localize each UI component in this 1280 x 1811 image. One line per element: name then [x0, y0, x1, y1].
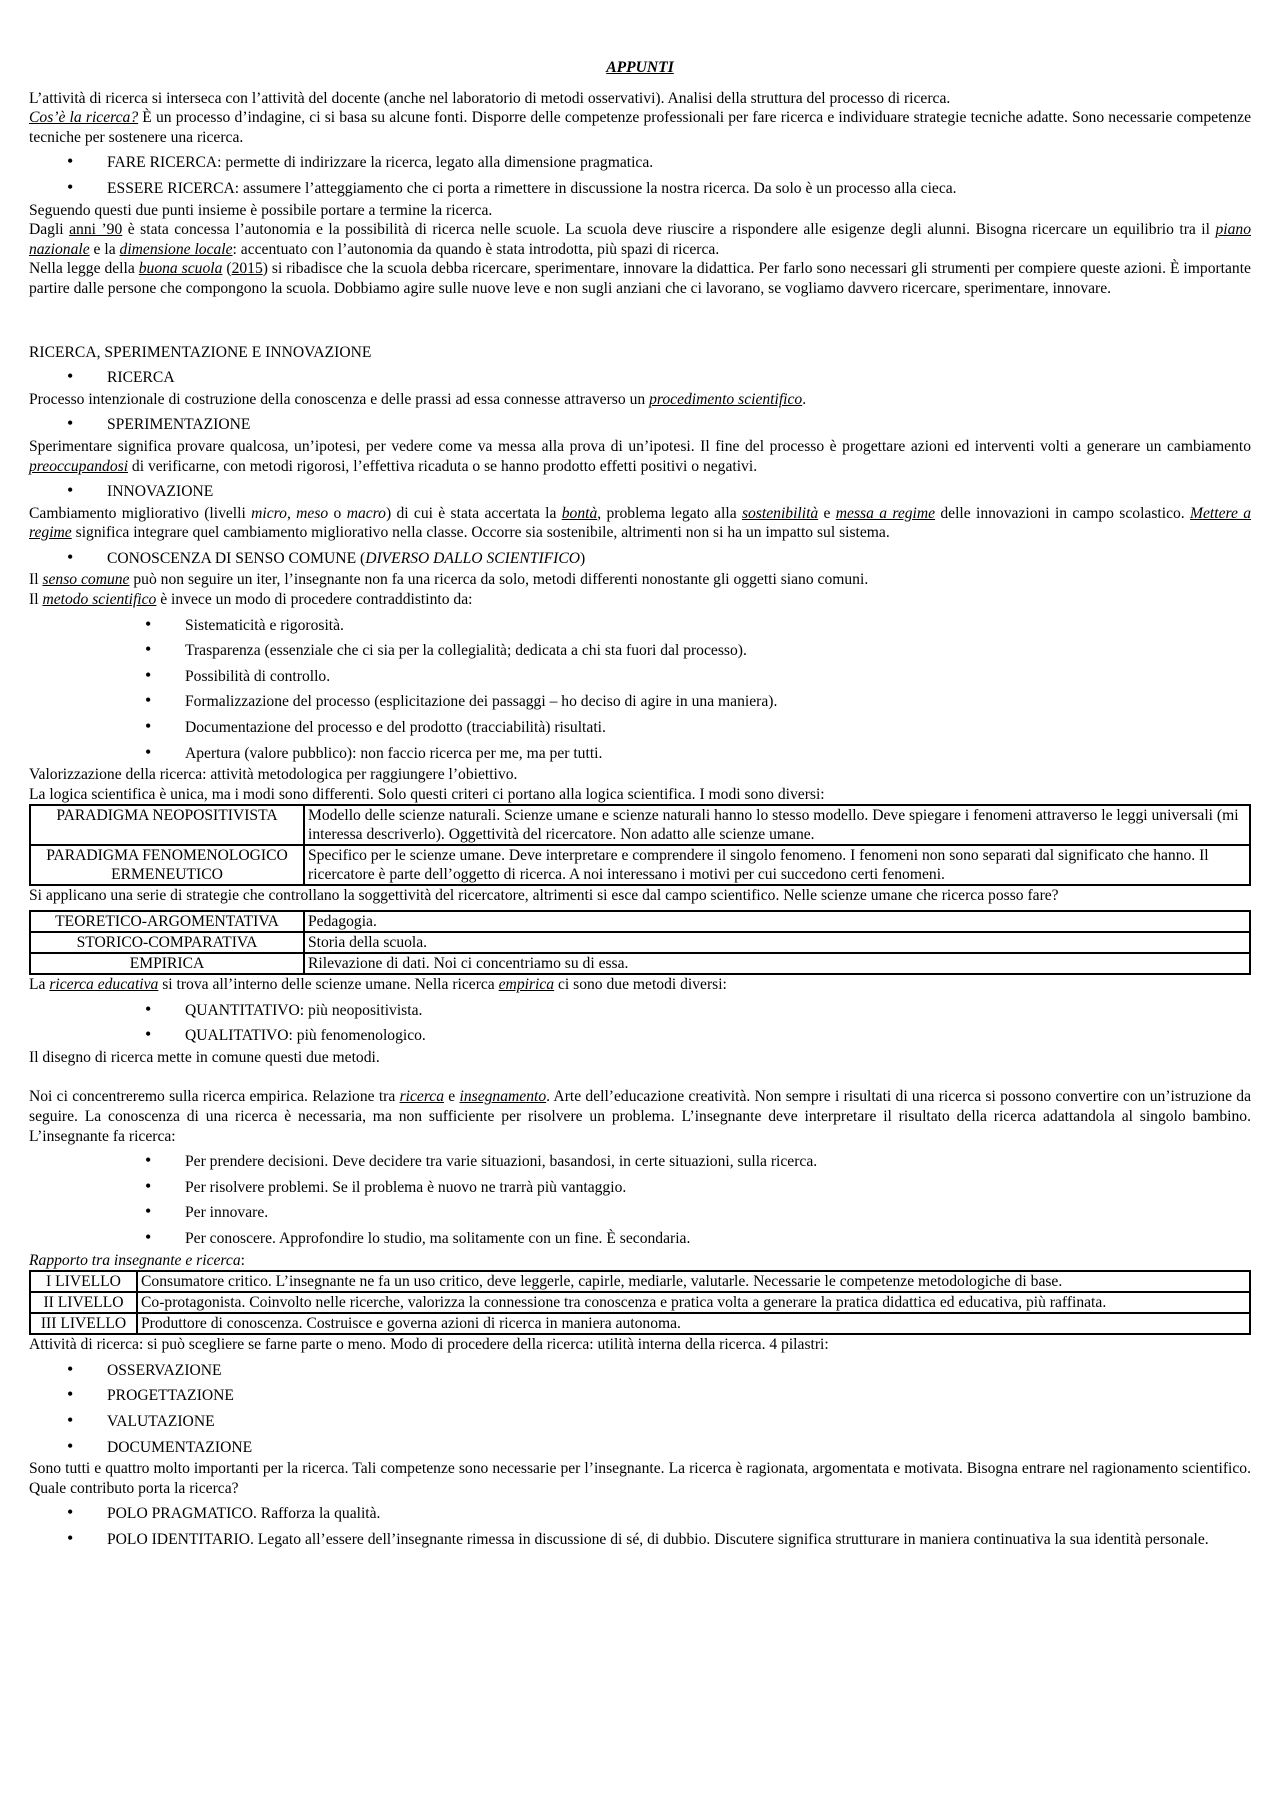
table-cell: I LIVELLO [30, 1271, 137, 1292]
table-cell: Consumatore critico. L’insegnante ne fa un uso critico, deve leggerle, capirle, mediarle, valutarle. Necessarie le competenze metodologiche di base. [137, 1271, 1250, 1292]
table-cell: TEORETICO-ARGOMENTATIVA [30, 911, 304, 932]
list-item: • PROGETTAZIONE [29, 1386, 1251, 1406]
table-cell: EMPIRICA [30, 953, 304, 974]
bullet-list [29, 153, 1251, 198]
list-item: • Per innovare. [29, 1203, 1251, 1223]
table-row [30, 911, 1250, 932]
table-row [30, 845, 1250, 885]
bullet-list [29, 1361, 1251, 1457]
paragraph: Sono tutti e quattro molto importanti per la ricerca. Tali competenze sono necessarie per l’insegnante. La ricerca è ragionata, argomentata e motivata. Bisogna entrare nel ragionamento scientifico. Quale contributo porta la ricerca? [29, 1460, 1251, 1497]
list-item: • Sistematicità e rigorosità. [29, 616, 1251, 636]
list-item: • INNOVAZIONE [29, 482, 1251, 502]
list-item: • Per prendere decisioni. Deve decidere tra varie situazioni, basandosi, in certe situazioni, sulla ricerca. [29, 1152, 1251, 1172]
list-item: • SPERIMENTAZIONE [29, 415, 1251, 435]
table-cell: PARADIGMA NEOPOSITIVISTA [30, 805, 304, 845]
table-cell: STORICO-COMPARATIVA [30, 932, 304, 953]
list-item: • QUANTITATIVO: più neopositivista. [29, 1001, 1251, 1021]
list-item: • Apertura (valore pubblico): non faccio ricerca per me, ma per tutti. [29, 744, 1251, 764]
paragraph: La logica scientifica è unica, ma i modi sono differenti. Solo questi criteri ci portano alla logica scientifica. I modi sono diversi: [29, 785, 825, 803]
list-item: • Per risolvere problemi. Se il problema è nuovo ne trarrà più vantaggio. [29, 1178, 1251, 1198]
paragraph: Rapporto tra insegnante e ricerca: [29, 1251, 245, 1269]
table-row [30, 932, 1250, 953]
paragraph: Il disegno di ricerca mette in comune questi due metodi. [29, 1048, 380, 1066]
strategy-table [29, 910, 1251, 975]
bullet-list [29, 1001, 1251, 1046]
table-row [30, 1292, 1250, 1313]
table-cell: PARADIGMA FENOMENOLOGICO ERMENEUTICO [30, 845, 304, 885]
paragraph: Valorizzazione della ricerca: attività metodologica per raggiungere l’obiettivo. [29, 766, 518, 784]
paragraph: Si applicano una serie di strategie che controllano la soggettività del ricercatore, altrimenti si esce dal campo scientifico. Nelle scienze umane che ricerca posso fare? [29, 887, 1059, 905]
list-item: • DOCUMENTAZIONE [29, 1438, 1251, 1458]
list-item: • POLO IDENTITARIO. Legato all’essere dell’insegnante rimessa in discussione di sé, di dubbio. Discutere significa strutturare in maniera continuativa la sua identità personale. [29, 1530, 1251, 1550]
paragraph: Il senso comune può non seguire un iter, l’insegnante non fa una ricerca da solo, metodi differenti nonostante gli oggetti siano comuni. [29, 571, 869, 589]
table-cell: Specifico per le scienze umane. Deve interpretare e comprendere il singolo fenomeno. I fenomeni non sono separati dal significato che hanno. Il ricercatore è parte dell’oggetto di ricerca. A noi interessano i motivi per cui succedono certi fenomeni. [304, 845, 1250, 885]
paragraph: Il metodo scientifico è invece un modo di procedere contraddistinto da: [29, 591, 473, 609]
paragraph: Processo intenzionale di costruzione della conoscenza e delle prassi ad essa connesse attraverso un procedimento scientifico. [29, 390, 807, 408]
bullet-list [29, 1152, 1251, 1248]
table-row [30, 805, 1250, 845]
table-row [30, 953, 1250, 974]
table-row [30, 1271, 1250, 1292]
list-item: • Formalizzazione del processo (esplicitazione dei passaggi – ho deciso di agire in una maniera). [29, 692, 1251, 712]
table-cell: Produttore di conoscenza. Costruisce e governa azioni di ricerca in maniera autonoma. [137, 1313, 1250, 1334]
table-cell: Rilevazione di dati. Noi ci concentriamo su di essa. [304, 953, 1250, 974]
levels-table [29, 1270, 1251, 1335]
page-title: APPUNTI [606, 59, 674, 76]
table-cell: III LIVELLO [30, 1313, 137, 1334]
paragraph: Seguendo questi due punti insieme è possibile portare a termine la ricerca. [29, 201, 493, 219]
list-item: • RICERCA [29, 368, 1251, 388]
bullet-list [29, 616, 1251, 764]
list-item: • POLO PRAGMATICO. Rafforza la qualità. [29, 1504, 1251, 1524]
list-item: • VALUTAZIONE [29, 1412, 1251, 1432]
section-heading: RICERCA, SPERIMENTAZIONE E INNOVAZIONE [29, 343, 372, 361]
list-item: • QUALITATIVO: più fenomenologico. [29, 1026, 1251, 1046]
table-cell: Pedagogia. [304, 911, 1250, 932]
list-item: • Per conoscere. Approfondire lo studio, ma solitamente con un fine. È secondaria. [29, 1229, 1251, 1249]
list-item: • OSSERVAZIONE [29, 1361, 1251, 1381]
paragraph: Nella legge della buona scuola (2015) si ribadisce che la scuola debba ricercare, sperimentare, innovare la didattica. Per farlo sono necessari gli strumenti per compiere queste azioni. È importante partire dalle persone che compongono la scuola. Dobbiamo agire sulle nuove leve e non sugli anziani che ci lavorano, se vogliamo davvero ricercare, sperimentare, innovare. [29, 260, 1251, 297]
list-item: • FARE RICERCA: permette di indirizzare la ricerca, legato alla dimensione pragmatica. [29, 153, 1251, 173]
paragraph: La ricerca educativa si trova all’interno delle scienze umane. Nella ricerca empirica ci sono due metodi diversi: [29, 976, 727, 993]
table-cell: Co-protagonista. Coinvolto nelle ricerche, valorizza la connessione tra conoscenza e pratica volta a generare la pratica didattica ed educativa, più raffinata. [137, 1292, 1250, 1313]
table-cell: Storia della scuola. [304, 932, 1250, 953]
table-cell: II LIVELLO [30, 1292, 137, 1313]
table-cell: Modello delle scienze naturali. Scienze umane e scienze naturali hanno lo stesso modello. Deve spiegare i fenomeni attraverso le leggi universali (mi interessa descriverlo). Oggettività del ricercatore. Non adatto alle scienze umane. [304, 805, 1250, 845]
list-item: • CONOSCENZA DI SENSO COMUNE (DIVERSO DALLO SCIENTIFICO) [29, 549, 1251, 569]
paragraph: Cos’è la ricerca? È un processo d’indagine, ci si basa su alcune fonti. Disporre delle competenze professionali per fare ricerca e individuare strategie tecniche adatte. Sono necessarie competenze tecniche per sostenere una ricerca. [29, 109, 1251, 146]
paragraph: Noi ci concentreremo sulla ricerca empirica. Relazione tra ricerca e insegnamento. Arte dell’educazione creatività. Non sempre i risultati di una ricerca si possono convertire con un’istruzione da seguire. La conoscenza di una ricerca è necessaria, ma non sufficiente per risolvere un problema. L’insegnante deve interpretare il risultato della ricerca adattandola al singolo bambino. L’insegnante fa ricerca: [29, 1088, 1251, 1145]
list-item: • Possibilità di controllo. [29, 667, 1251, 687]
paragraph: Dagli anni ’90 è stata concessa l’autonomia e la possibilità di ricerca nelle scuole. La scuola deve riuscire a rispondere alle esigenze degli alunni. Bisogna ricercare un equilibrio tra il piano nazionale e la dimensione locale: accentuato con l’autonomia da quando è stata introdotta, più spazi di ricerca. [29, 221, 1251, 258]
table-row [30, 1313, 1250, 1334]
paragraph: Attività di ricerca: si può scegliere se farne parte o meno. Modo di procedere della ricerca: utilità interna della ricerca. 4 pilastri: [29, 1336, 829, 1354]
paradigm-table [29, 804, 1251, 886]
paragraph: Sperimentare significa provare qualcosa, un’ipotesi, per vedere come va messa alla prova di un’ipotesi. Il fine del processo è progettare azioni ed interventi volti a generare un cambiamento preoccupandosi di verificarne, con metodi rigorosi, l’effettiva ricaduta o se hanno prodotto effetti positivi o negativi. [29, 437, 1251, 475]
bullet-list [29, 1504, 1251, 1549]
list-item: • ESSERE RICERCA: assumere l’atteggiamento che ci porta a rimettere in discussione la nostra ricerca. Da solo è un processo alla cieca. [29, 179, 1251, 199]
paragraph: L’attività di ricerca si interseca con l’attività del docente (anche nel laboratorio di metodi osservativi). Analisi della struttura del processo di ricerca. [29, 89, 951, 107]
list-item: • Trasparenza (essenziale che ci sia per la collegialità; dedicata a chi sta fuori dal processo). [29, 641, 1251, 661]
paragraph: Cambiamento migliorativo (livelli micro, meso o macro) di cui è stata accertata la bontà, problema legato alla sostenibilità e messa a regime delle innovazioni in campo scolastico. Mettere a regime significa integrare quel cambiamento migliorativo nella classe. Occorre sia sostenibile, altrimenti non si ha un impatto sul sistema. [29, 504, 1252, 542]
document-page [29, 58, 1251, 1551]
list-item: • Documentazione del processo e del prodotto (tracciabilità) risultati. [29, 718, 1251, 738]
